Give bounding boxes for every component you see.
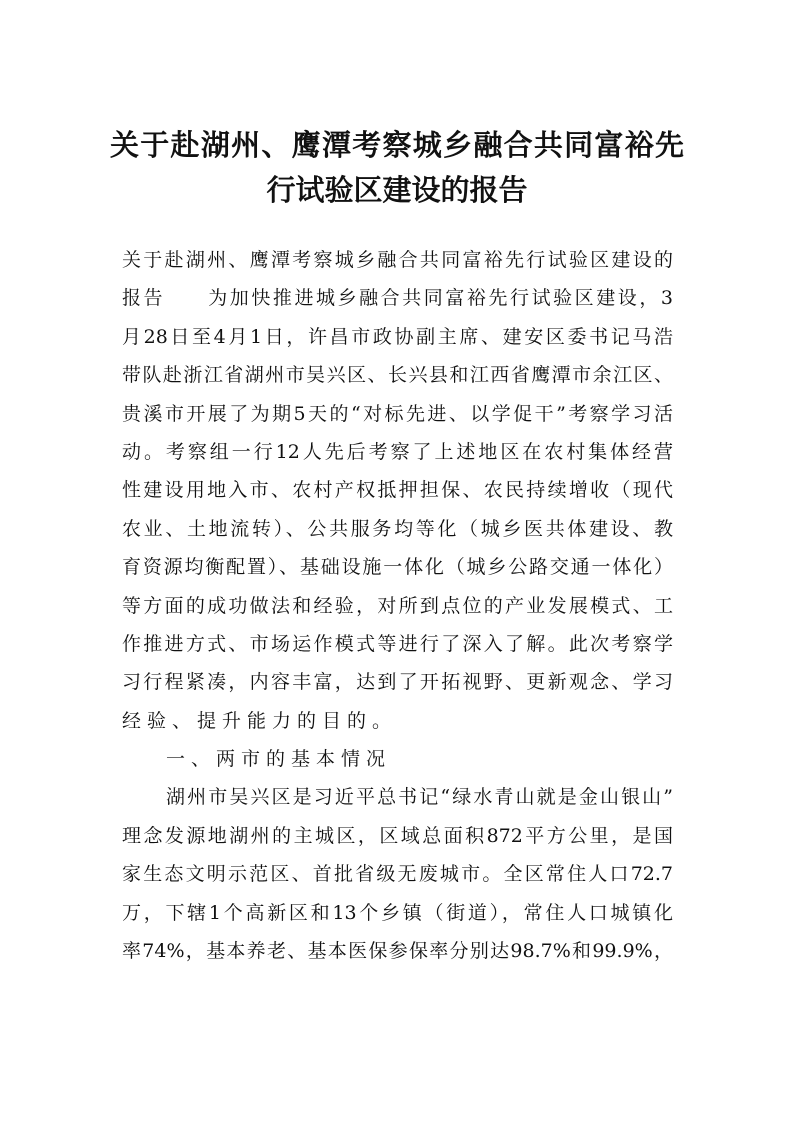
body-line: 率74%，基本养老、基本医保参保率分别达98.7%和99.9%，	[122, 940, 673, 963]
body-line: 习行程紧凑，内容丰富，达到了开拓视野、更新观念、学习	[122, 671, 673, 694]
body-line: 作推进方式、市场运作模式等进行了深入了解。此次考察学	[122, 632, 673, 655]
section-heading: 一、两市的基本情况	[166, 748, 392, 771]
body-line: 关于赴湖州、鹰潭考察城乡融合共同富裕先行试验区建设的	[122, 249, 673, 271]
body-line: 带队赴浙江省湖州市吴兴区、长兴县和江西省鹰潭市余江区、	[122, 364, 673, 387]
body-line: 贵溪市开展了为期5天的“对标先进、以学促干”考察学习活	[122, 402, 673, 425]
body-line: 理念发源地湖州的主城区，区域总面积872平方公里，是国	[122, 824, 673, 847]
body-line: 经验、提升能力的目的。	[122, 709, 398, 732]
document-title-line-1: 关于赴湖州、鹰潭考察城乡融合共同富裕先	[110, 128, 684, 162]
body-line: 月28日至4月1日，许昌市政协副主席、建安区委书记马浩	[122, 325, 673, 348]
body-line: 等方面的成功做法和经验，对所到点位的产业发展模式、工	[122, 594, 673, 617]
body-line: 育资源均衡配置）、基础设施一体化（城乡公路交通一体化）	[122, 556, 673, 579]
body-line: 动。考察组一行12人先后考察了上述地区在农村集体经营	[122, 440, 673, 463]
body-line: 家生态文明示范区、首批省级无废城市。全区常住人口72.7	[122, 863, 673, 886]
body-line: 湖州市吴兴区是习近平总书记“绿水青山就是金山银山”	[166, 786, 673, 809]
body-line: 性建设用地入市、农村产权抵押担保、农民持续增收（现代	[122, 479, 673, 502]
document-title-line-2: 行试验区建设的报告	[266, 173, 528, 207]
document-body	[122, 241, 673, 970]
body-line: 报告 为加快推进城乡融合共同富裕先行试验区建设，3	[122, 287, 673, 310]
body-line: 农业、土地流转）、公共服务均等化（城乡医共体建设、教	[122, 517, 673, 540]
body-line: 万，下辖1个高新区和13个乡镇（街道），常住人口城镇化	[122, 901, 673, 924]
